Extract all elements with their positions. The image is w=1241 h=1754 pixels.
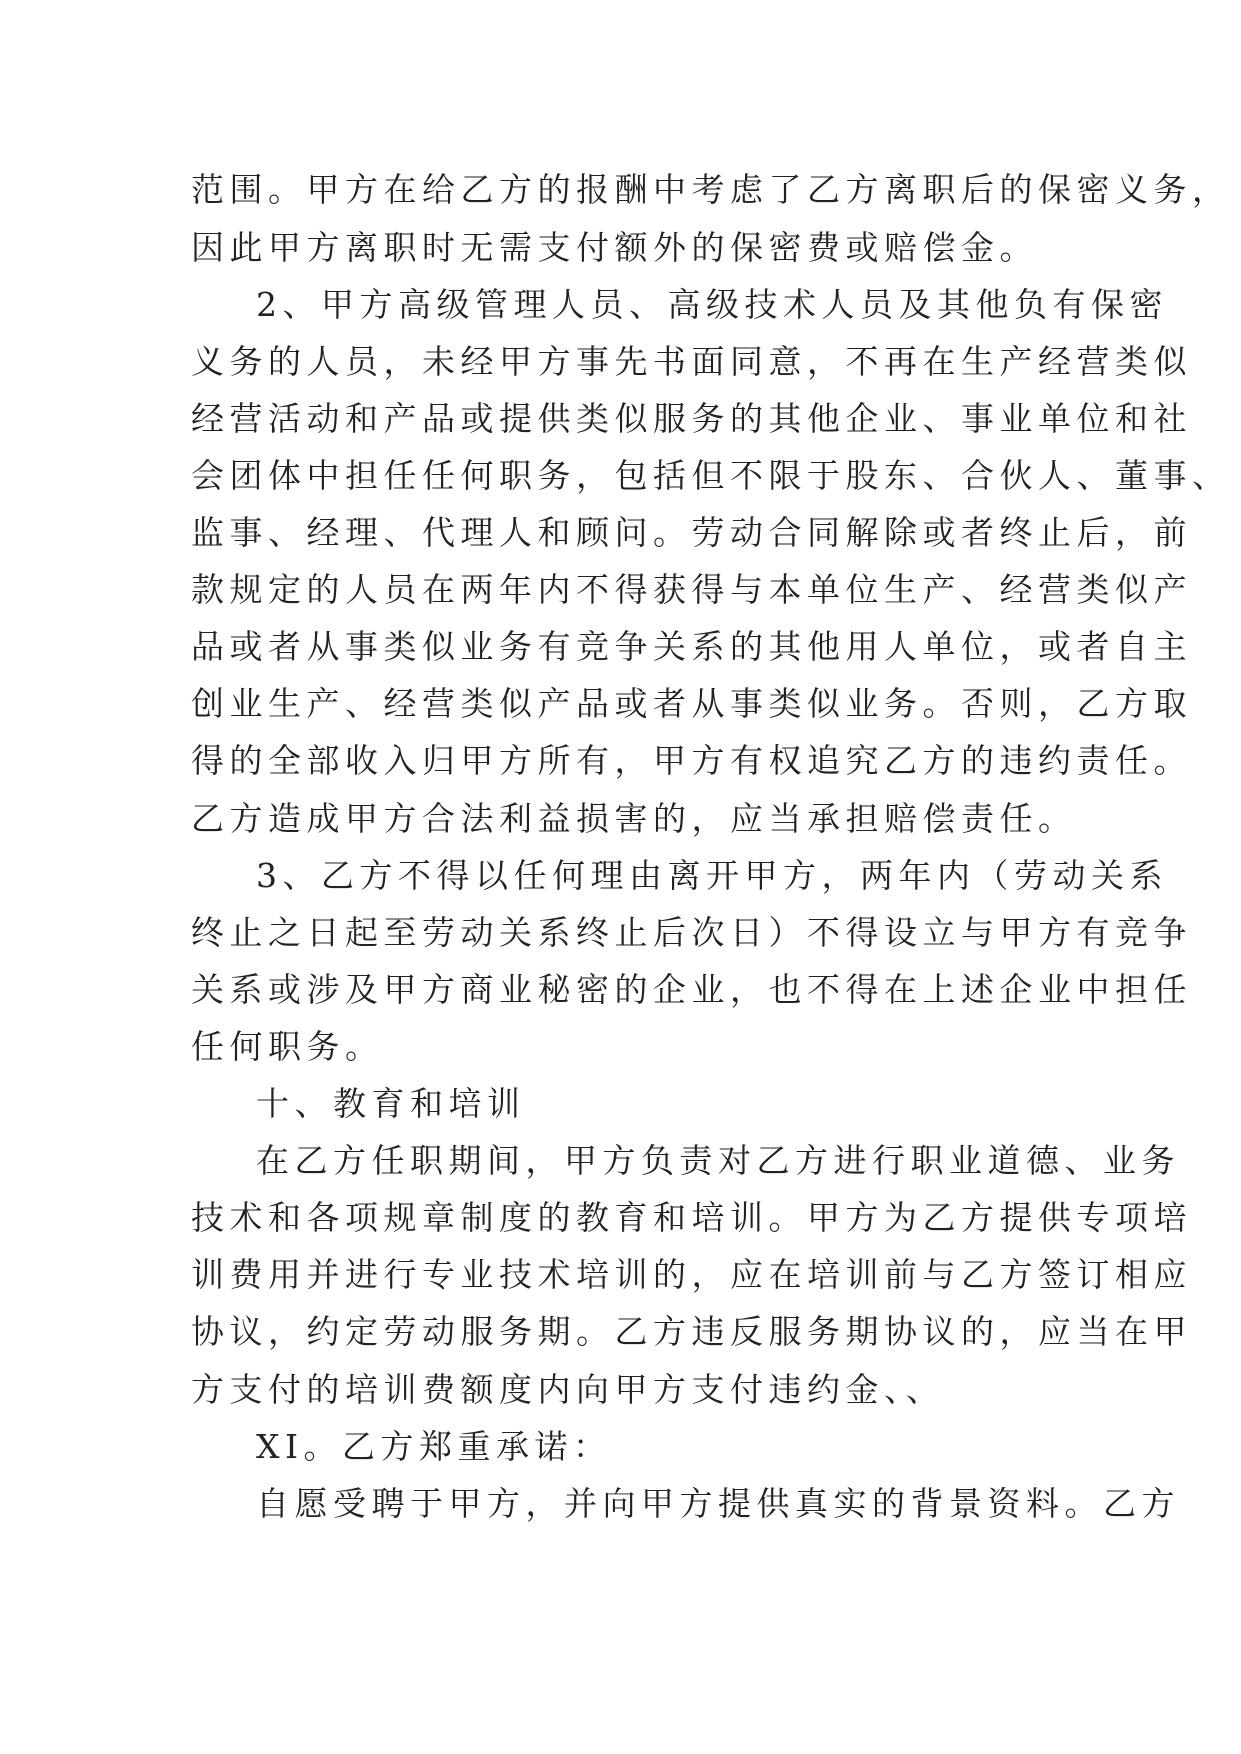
- section-heading: XI。乙方郑重承诺：: [256, 1427, 612, 1466]
- text-line: 方支付的培训费额度内向甲方支付违约金、、: [191, 1370, 945, 1409]
- text-line: 品或者从事类似业务有竞争关系的其他用人单位，或者自主: [191, 627, 1192, 666]
- text-line: 范围。甲方在给乙方的报酬中考虑了乙方离职后的保密义务，: [191, 170, 1231, 209]
- text-line: 得的全部收入归甲方所有，甲方有权追究乙方的违约责任。: [191, 741, 1192, 780]
- text-line: 终止之日起至劳动关系终止后次日）不得设立与甲方有竞争: [191, 913, 1192, 952]
- paragraph-2-start: 2、甲方高级管理人员、高级技术人员及其他负有保密: [256, 285, 1168, 324]
- text-line: 会团体中担任任何职务，包括但不限于股东、合伙人、董事、: [191, 456, 1231, 495]
- text-line: 乙方造成甲方合法利益损害的，应当承担赔偿责任。: [191, 799, 1077, 838]
- text-line: 关系或涉及甲方商业秘密的企业，也不得在上述企业中担任: [191, 970, 1192, 1009]
- text-line: 任何职务。: [191, 1027, 384, 1066]
- text-line: 协议，约定劳动服务期。乙方违反服务期协议的，应当在甲: [191, 1312, 1192, 1351]
- text-line: 训费用并进行专业技术培训的，应在培训前与乙方签订相应: [191, 1255, 1192, 1294]
- text-line: 因此甲方离职时无需支付额外的保密费或赔偿金。: [191, 228, 1038, 267]
- section-heading: 十、教育和培训: [256, 1084, 526, 1123]
- text-line: 技术和各项规章制度的教育和培训。甲方为乙方提供专项培: [191, 1198, 1192, 1237]
- text-line: 款规定的人员在两年内不得获得与本单位生产、经营类似产: [191, 570, 1192, 609]
- text-line: 创业生产、经营类似产品或者从事类似业务。否则，乙方取: [191, 684, 1192, 723]
- text-line: 监事、经理、代理人和顾问。劳动合同解除或者终止后，前: [191, 513, 1192, 552]
- text-line: 经营活动和产品或提供类似服务的其他企业、事业单位和社: [191, 399, 1192, 438]
- text-line: 义务的人员，未经甲方事先书面同意，不再在生产经营类似: [191, 342, 1192, 381]
- paragraph-commitment-start: 自愿受聘于甲方，并向甲方提供真实的背景资料。乙方: [256, 1484, 1180, 1523]
- paragraph-training-start: 在乙方任职期间，甲方负责对乙方进行职业道德、业务: [256, 1141, 1180, 1180]
- paragraph-3-start: 3、乙方不得以任何理由离开甲方，两年内（劳动关系: [256, 856, 1168, 895]
